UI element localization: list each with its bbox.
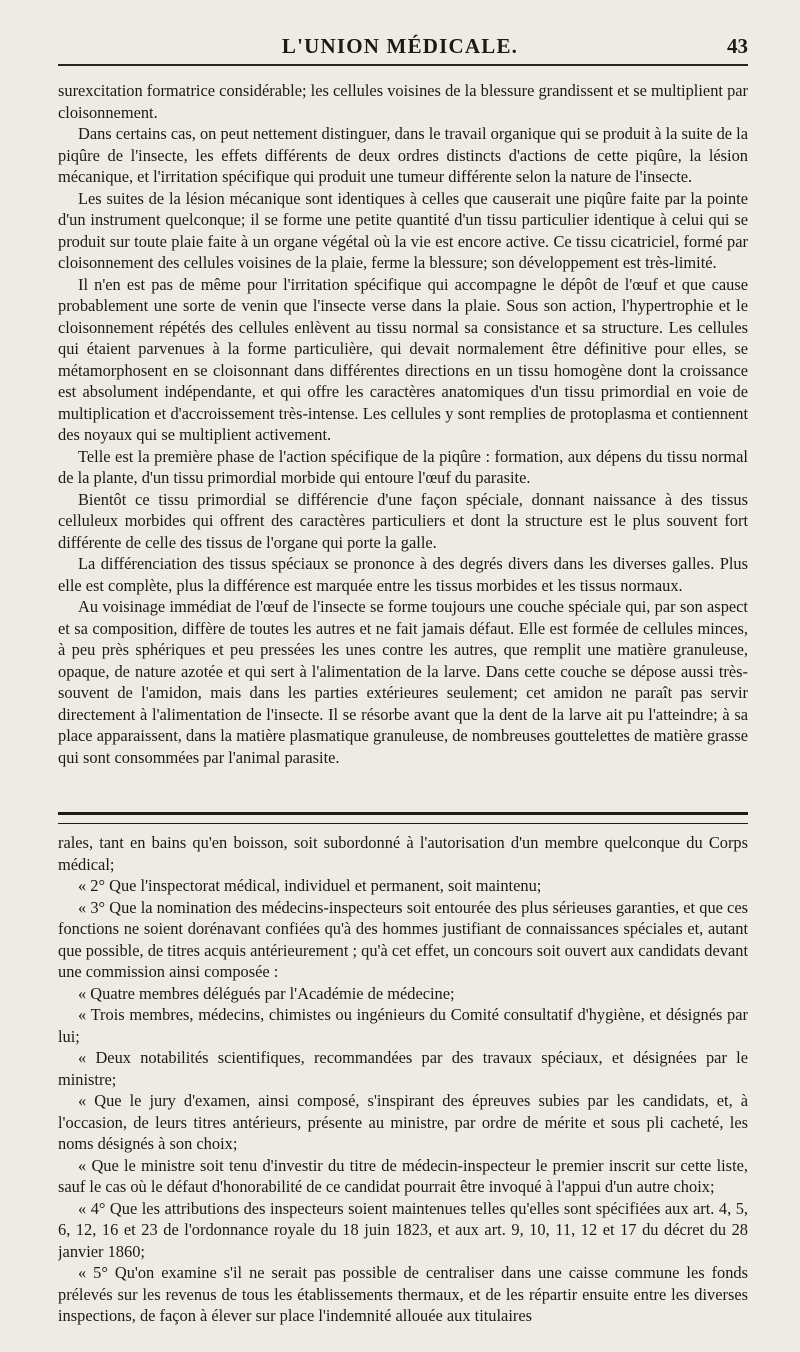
article-paragraph: Telle est la première phase de l'action spécifique de la piqûre : formation, aux dépens du tissu normal de la plante, d'un tissu primordial morbide qui entoure l'œuf du parasite. [58,446,748,487]
article-paragraph: La différenciation des tissus spéciaux se prononce à des degrés divers dans les diverses galles. Plus elle est complète, plus la différence est marquée entre les tissus morbides et les tissus normaux. [58,554,748,595]
petition-paragraph: « 4° Que les attributions des inspecteurs soient maintenues telles qu'elles sont spécifiées aux art. 4, 5, 6, 12, 16 et 23 de l'ordonnance royale du 18 juin 1823, et aux art. 9, 10, 11, 12 et 17 du décret du 28 janvier 1860; [58,1198,748,1261]
header-rule [58,64,748,66]
page-header [0,34,800,68]
petition-paragraph: « Que le ministre soit tenu d'investir du titre de médecin-inspecteur le premier inscrit sur cette liste, sauf le cas où le défaut d'honorabilité de ce candidat pourrait être invoqué à l'appui d'un autre choix; [58,1155,748,1196]
article-paragraph: Les suites de la lésion mécanique sont identiques à celles que causerait une piqûre faite par la pointe d'un instrument quelconque; il se forme une petite quantité d'un tissu particulier identique à celui qui se produit sur toute plaie faite à un organe végétal où la vie est encore active. Ce tissu cicatriciel, formé par cloisonnement des cellules voisines de la plaie, ferme la blessure; son développement est très-limité. [58,188,748,272]
article-paragraph: Dans certains cas, on peut nettement distinguer, dans le travail organique qui se produit à la suite de la piqûre de l'insecte, les effets différents de deux ordres distincts d'actions de cette piqûre, la lésion mécanique, et l'irritation spécifique qui produit une tumeur différente selon la nature de l'insecte. [58,124,748,186]
article-paragraph: surexcitation formatrice considérable; les cellules voisines de la blessure grandissent et se multiplient par cloisonnement. [58,81,748,122]
section-separator [58,812,748,824]
petition-paragraph: « 2° Que l'inspectorat médical, individuel et permanent, soit maintenu; [78,876,542,895]
article-paragraph: Au voisinage immédiat de l'œuf de l'insecte se forme toujours une couche spéciale qui, par son aspect et sa composition, diffère de toutes les autres et ne fait jamais défaut. Elle est formée de cellules minces, à peu près sphériques et peu pressées les unes contre les autres, que remplit une matière granuleuse, opaque, de nature azotée et qui sert à l'alimentation de la larve. Dans cette couche se dépose aussi très-souvent de l'amidon, mais dans les parties extérieures seulement; cet amidon ne paraît pas servir directement à l'alimentation de l'insecte. Il se résorbe avant que la dent de la larve ait pu l'atteindre; à sa place apparaissent, dans la matière plasmatique granuleuse, de nombreuses gouttelettes de matière grasse qui sont consommées par l'animal parasite. [58,597,748,767]
petition-paragraph: « Deux notabilités scientifiques, recommandées par des travaux spéciaux, et désignées par le ministre; [58,1048,748,1089]
petition-paragraph: rales, tant en bains qu'en boisson, soit subordonné à l'autorisation d'un membre quelconque du Corps médical; [58,833,748,874]
petition-paragraph: « 5° Qu'on examine s'il ne serait pas possible de centraliser dans une caisse commune les fonds prélevés sur les revenus de tous les établissements thermaux, et de les répartir ensuite entre les diverses inspections, de façon à élever sur place l'indemnité allouée aux titulaires [58,1263,748,1325]
petition-column [58,832,748,1342]
running-title: L'UNION MÉDICALE. [281,34,519,58]
petition-paragraph: « Que le jury d'examen, ainsi composé, s'inspirant des épreuves subies par les candidats, et, à l'occasion, de leurs titres antérieurs, présente au ministre, par ordre de mérite et sous pli cacheté, les noms désignés à son choix; [58,1091,748,1153]
petition-paragraph: « Quatre membres délégués par l'Académie de médecine; [78,983,455,1003]
article-column [58,80,748,800]
page-number: 43 [727,34,748,58]
article-paragraph: Bientôt ce tissu primordial se différencie d'une façon spéciale, donnant naissance à des tissus celluleux morbides qui offrent des caractères particuliers et dont la structure est le plus souvent fort différente de celle des tissus de l'organe qui porte la galle. [58,489,748,552]
article-paragraph: Il n'en est pas de même pour l'irritation spécifique qui accompagne le dépôt de l'œuf et que cause probablement une sorte de venin que l'insecte verse dans la plaie. Sous son action, l'hypertrophie et le cloisonnement répétés des cellules enlèvent au tissu normal sa consistance et sa structure. Les cellules qui étaient parvenues à la forme particulière, qui devait normalement être définitive pour elles, se métamorphosent en se cloisonnant dans différentes directions en un tissu homogène dont la croissance est absolument indépendante, et qui offre les caractères anatomiques d'un tissu primordial en voie de multiplication et d'accroissement très-intense. Les cellules y sont remplies de protoplasma et contiennent des noyaux qui se multiplient activement. [58,274,748,444]
petition-paragraph: « Trois membres, médecins, chimistes ou ingénieurs du Comité consultatif d'hygiène, et désignés par lui; [58,1005,748,1046]
petition-paragraph: « 3° Que la nomination des médecins-inspecteurs soit entourée des plus sérieuses garanties, et que ces fonctions ne soient dorénavant confiées qu'à des hommes justifiant de connaissances spéciales et, autant que possible, de titres acquis antérieurement ; qu'à cet effet, un concours soit ouvert aux candidats devant une commission ainsi composée : [58,897,748,981]
